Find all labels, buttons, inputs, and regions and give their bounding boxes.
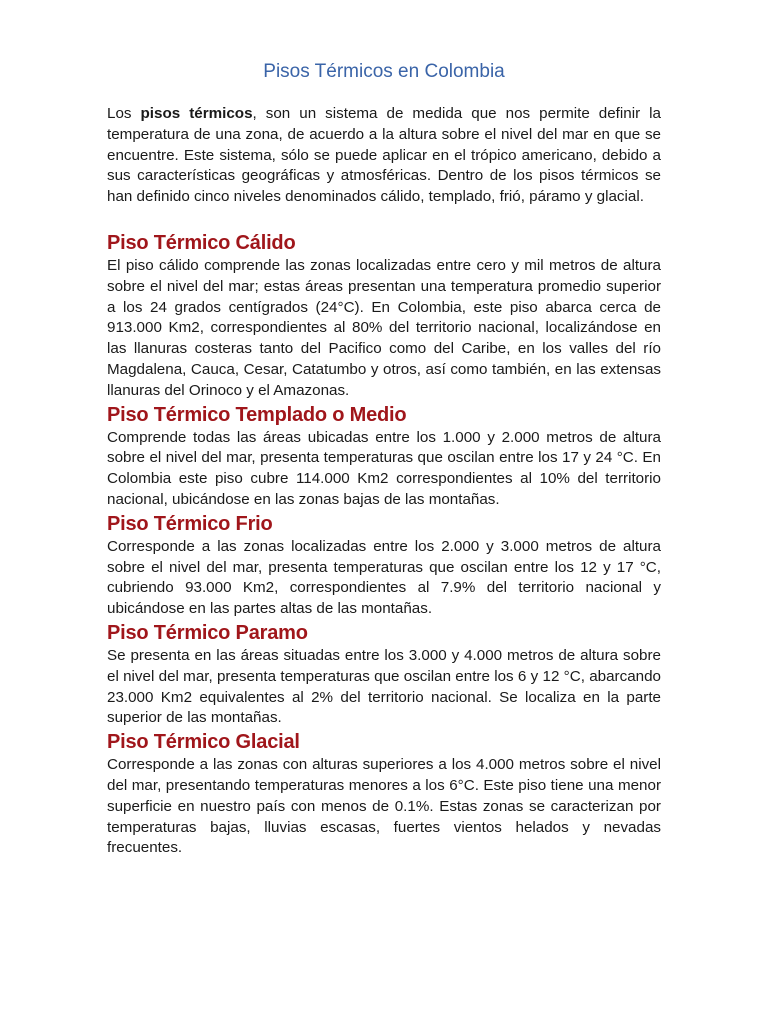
- section-glacial: [107, 729, 661, 859]
- intro-bold-term: pisos térmicos: [140, 105, 253, 122]
- document-page: [107, 58, 661, 859]
- section-heading: Piso Térmico Glacial: [107, 731, 300, 754]
- section-heading: Piso Térmico Cálido: [107, 231, 296, 254]
- section-templado: [107, 402, 661, 511]
- intro-text: , son un sistema de medida que nos permite definir la temperatura de una zona, de acuerdo a la altura sobre el nivel del mar en que se encuentre. Este sistema, sólo se puede aplicar en el trópico americano, debido a sus características geográficas y atmosféricas. Dentro de los pisos térmicos se han definido cinco niveles denominados cálido, templado, frió, páramo y glacial.: [107, 105, 661, 206]
- section-calido: [107, 230, 661, 402]
- section-body: Se presenta en las áreas situadas entre los 3.000 y 4.000 metros de altura sobre el nivel del mar, presenta temperaturas que oscilan entre los 6 y 12 °C, abarcando 23.000 Km2 equivalentes al 2% del territorio nacional. Se localiza en la parte superior de las montañas.: [107, 646, 661, 727]
- section-heading: Piso Térmico Frio: [107, 512, 273, 535]
- section-body: El piso cálido comprende las zonas localizadas entre cero y mil metros de altura sobre el nivel del mar; estas áreas presentan una temperatura promedio superior a los 24 grados centígrados (24°C). En Colombia, este piso abarca cerca de 913.000 Km2, correspondientes al 80% del territorio nacional, localizándose en las llanuras costeras tanto del Pacifico como del Caribe, en los valles del río Magdalena, Cauca, Cesar, Catatumbo y otros, así como también, en las extensas llanuras del Orinoco y el Amazonas.: [107, 256, 661, 399]
- intro-paragraph: [107, 104, 661, 208]
- document-title: Pisos Térmicos en Colombia: [263, 61, 505, 82]
- section-frio: [107, 511, 661, 620]
- section-body: Comprende todas las áreas ubicadas entre los 1.000 y 2.000 metros de altura sobre el nivel del mar, presenta temperaturas que oscilan entre los 17 y 24 °C. En Colombia este piso cubre 114.000 Km2 correspondientes al 10% del territorio nacional, ubicándose en las zonas bajas de las montañas.: [107, 428, 661, 508]
- section-paramo: [107, 620, 661, 729]
- section-body: Corresponde a las zonas con alturas superiores a los 4.000 metros sobre el nivel del mar, presentando temperaturas menores a los 6°C. Este piso tiene una menor superficie en nuestro país con menos de 0.1%. Estas zonas se caracterizan por temperaturas bajas, lluvias escasas, fuertes vientos helados y nevadas frecuentes.: [107, 756, 661, 857]
- section-body: Corresponde a las zonas localizadas entre los 2.000 y 3.000 metros de altura sobre el nivel del mar, presenta temperaturas que oscilan entre los 12 y 17 °C, cubriendo 93.000 Km2, correspondientes al 7.9% del territorio nacional y ubicándose en las partes altas de las montañas.: [107, 537, 661, 618]
- section-heading: Piso Térmico Templado o Medio: [107, 403, 407, 426]
- section-heading: Piso Térmico Paramo: [107, 621, 308, 644]
- intro-prefix: Los: [107, 105, 141, 122]
